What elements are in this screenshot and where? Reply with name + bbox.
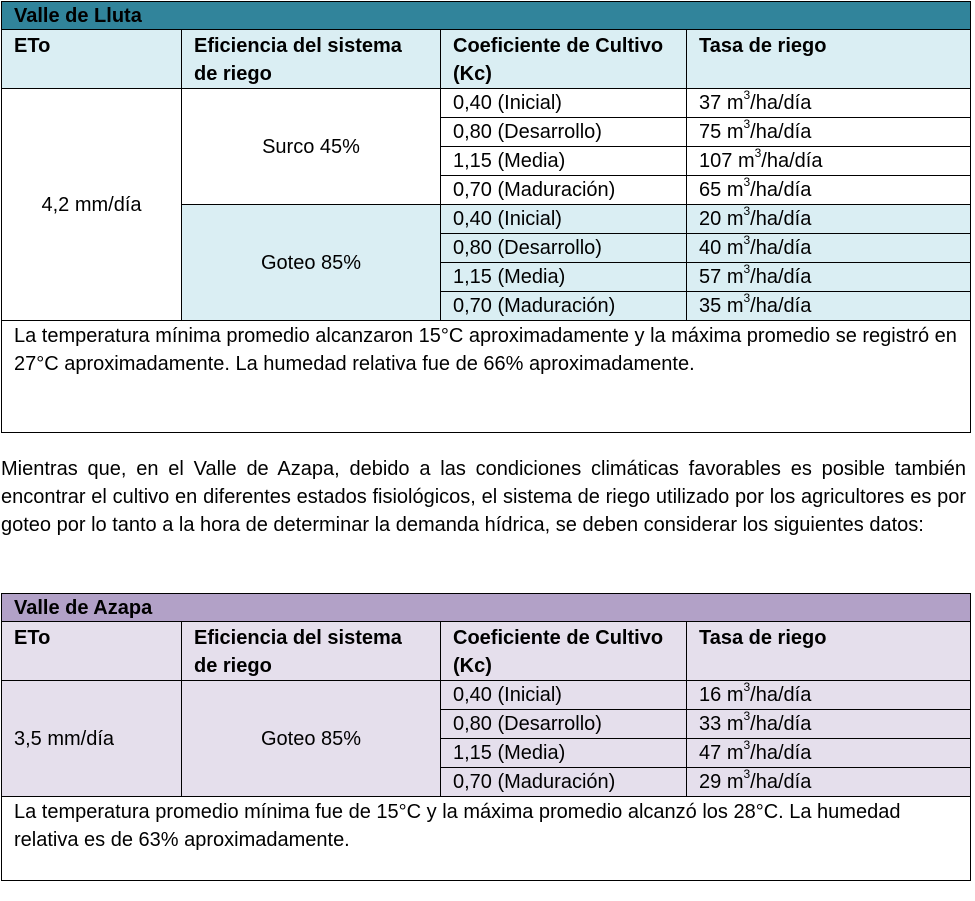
rate-value: 40 $m^3/ha$/día — [687, 234, 971, 263]
rate-value: 35 $m^3/ha$/día — [687, 292, 971, 321]
rate-value: 65 $m^3/ha$/día — [687, 176, 971, 205]
kc-value: 0,70 (Maduración) — [441, 292, 687, 321]
climate-note: La temperatura mínima promedio alcanzaron 15°C aproximadamente y la máxima promedio se registró en 27°C aproximadamente. La humedad relativa fue de 66% aproximadamente. — [2, 321, 971, 433]
header-rate: Tasa de riego — [687, 30, 971, 89]
body-paragraph: Mientras que, en el Valle de Azapa, debido a las condiciones climáticas favorables es posible también encontrar el cultivo en diferentes estados fisiológicos, el sistema de riego utilizado por los agricultores es por goteo por lo tanto a la hora de determinar la demanda hídrica, se deben considerar los siguientes datos: — [1, 458, 966, 536]
header-efficiency: Eficiencia del sistema de riego — [182, 622, 441, 681]
kc-value: 0,80 (Desarrollo) — [441, 234, 687, 263]
kc-value: 0,70 (Maduración) — [441, 176, 687, 205]
header-eto: ETo — [2, 30, 182, 89]
header-rate: Tasa de riego — [687, 622, 971, 681]
header-kc: Coeficiente de Cultivo (Kc) — [441, 622, 687, 681]
header-kc: Coeficiente de Cultivo (Kc) — [441, 30, 687, 89]
kc-value: 0,80 (Desarrollo) — [441, 118, 687, 147]
eto-value: 4,2 mm/día — [2, 89, 182, 321]
rate-value: 29 $m^3/ha$/día — [687, 768, 971, 797]
kc-value: 0,80 (Desarrollo) — [441, 710, 687, 739]
kc-value: 0,70 (Maduración) — [441, 768, 687, 797]
table-title: Valle de Lluta — [2, 2, 971, 30]
kc-value: 1,15 (Media) — [441, 263, 687, 292]
kc-value: 1,15 (Media) — [441, 147, 687, 176]
eto-value: 3,5 mm/día — [2, 681, 182, 797]
kc-value: 0,40 (Inicial) — [441, 681, 687, 710]
kc-value: 0,40 (Inicial) — [441, 89, 687, 118]
rate-value: 107 $m^3/ha$/día — [687, 147, 971, 176]
rate-value: 75 $m^3/ha$/día — [687, 118, 971, 147]
table-valle-azapa — [1, 593, 971, 881]
kc-value: 1,15 (Media) — [441, 739, 687, 768]
kc-value: 0,40 (Inicial) — [441, 205, 687, 234]
rate-value: 57 $m^3/ha$/día — [687, 263, 971, 292]
climate-note: La temperatura promedio mínima fue de 15°C y la máxima promedio alcanzó los 28°C. La humedad relativa es de 63% aproximadamente. — [2, 797, 971, 881]
rate-value: 20 $m^3/ha$/día — [687, 205, 971, 234]
irrigation-system: Goteo 85% — [182, 681, 441, 797]
header-eto: ETo — [2, 622, 182, 681]
rate-value: 47 $m^3/ha$/día — [687, 739, 971, 768]
table-title: Valle de Azapa — [2, 594, 971, 622]
irrigation-system: Goteo 85% — [182, 205, 441, 321]
rate-value: 16 $m^3/ha$/día — [687, 681, 971, 710]
rate-value: 33 $m^3/ha$/día — [687, 710, 971, 739]
header-efficiency: Eficiencia del sistema de riego — [182, 30, 441, 89]
irrigation-system: Surco 45% — [182, 89, 441, 205]
rate-value: 37 $m^3/ha$/día — [687, 89, 971, 118]
table-valle-lluta — [1, 1, 971, 433]
